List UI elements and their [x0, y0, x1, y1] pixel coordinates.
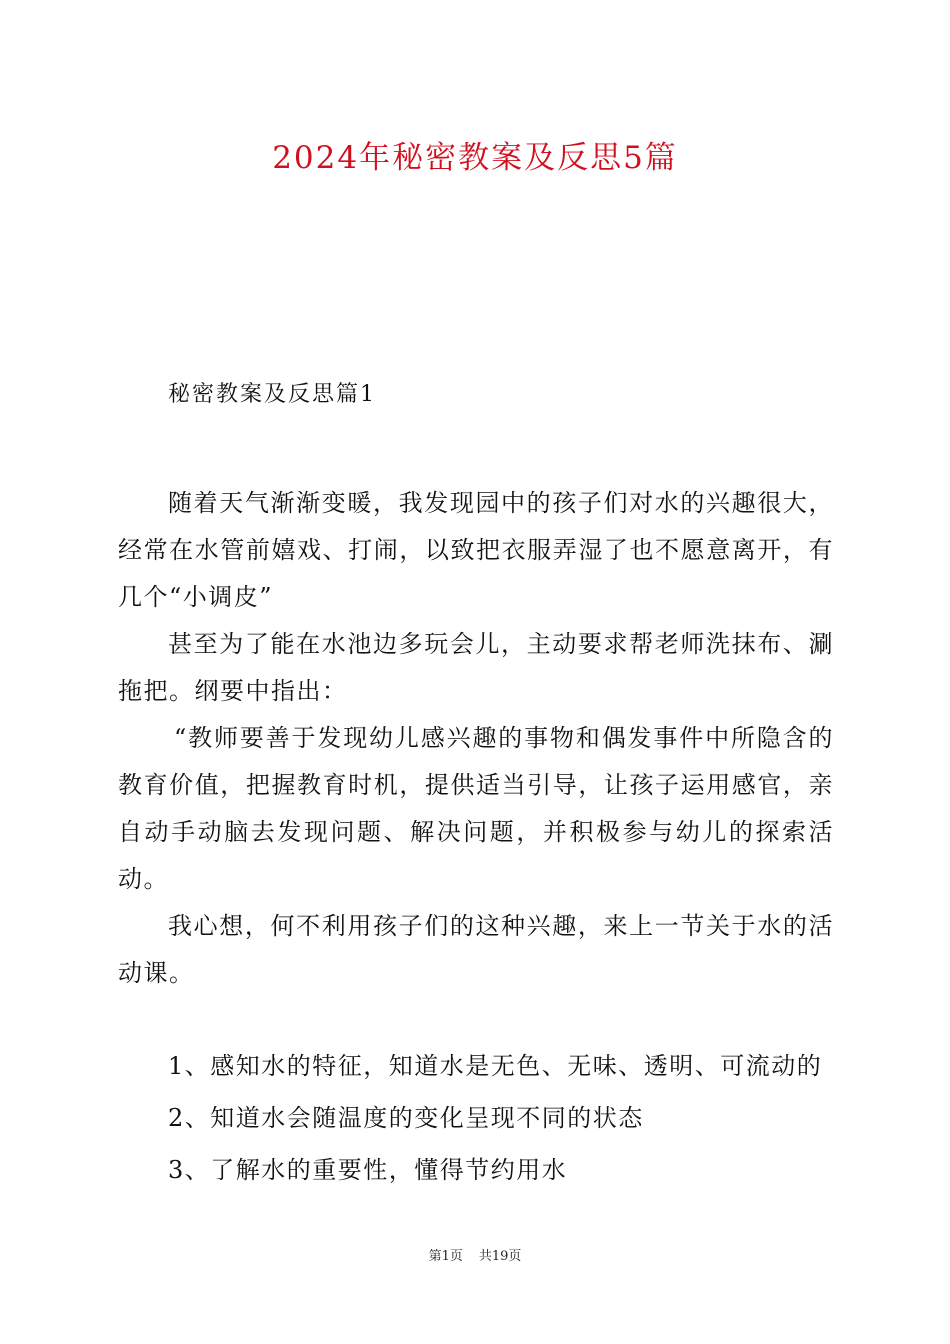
document-title: 2024年秘密教案及反思5篇	[272, 140, 678, 176]
goal-item: 1、感知水的特征，知道水是无色、无味、透明、可流动的	[168, 1052, 823, 1080]
paragraph-gap	[118, 997, 834, 1040]
page-number-current: 第1页	[428, 1249, 463, 1264]
document-body	[118, 480, 834, 1196]
page-footer	[0, 1245, 950, 1264]
goal-item: 3、了解水的重要性，懂得节约用水	[168, 1156, 568, 1184]
paragraph: 随着天气渐渐变暖，我发现园中的孩子们对水的兴趣很大，经常在水管前嬉戏、打闹，以致把衣服弄湿了也不愿意离开，有几个“小调皮”	[118, 489, 834, 611]
paragraph: 我心想，何不利用孩子们的这种兴趣，来上一节关于水的活动课。	[118, 912, 834, 987]
page-number-total: 共19页	[478, 1249, 522, 1264]
paragraph-quote: “教师要善于发现幼儿感兴趣的事物和偶发事件中所隐含的教育价值，把握教育时机，提供适当引导，让孩子运用感官，亲自动手动脑去发现问题、解决问题，并积极参与幼儿的探索活动。	[118, 724, 834, 893]
goal-item: 2、知道水会随温度的变化呈现不同的状态	[168, 1104, 644, 1132]
section-heading: 秘密教案及反思篇1	[168, 382, 376, 407]
paragraph: 甚至为了能在水池边多玩会儿，主动要求帮老师洗抹布、涮拖把。纲要中指出：	[118, 630, 834, 705]
